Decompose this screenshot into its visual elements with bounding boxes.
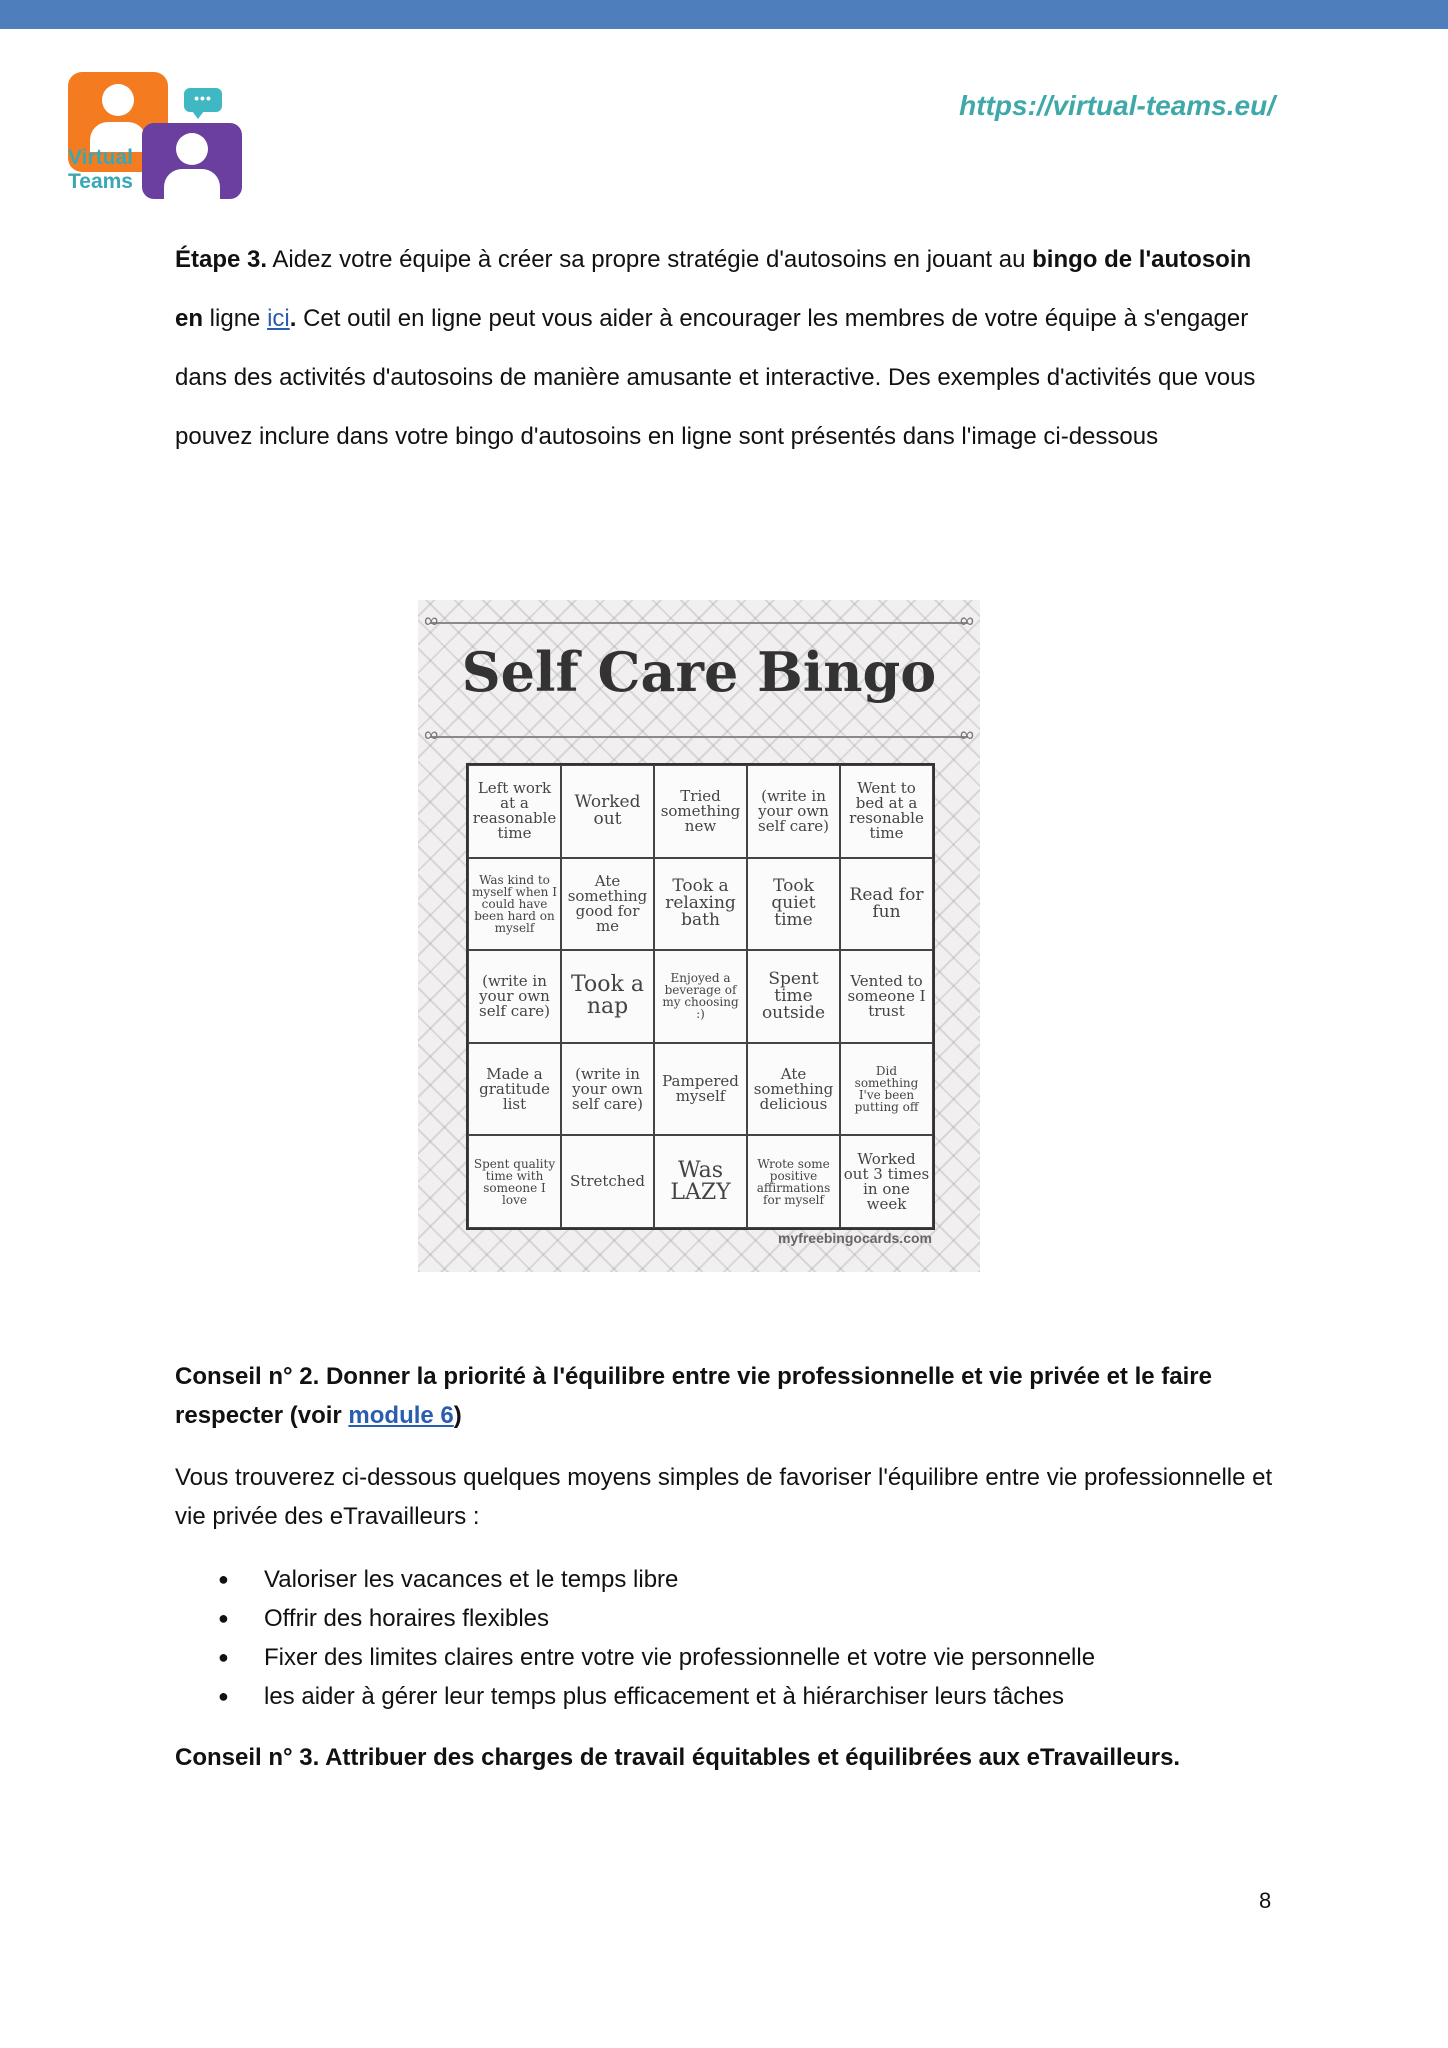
list-item: ● Offrir des horaires flexibles (218, 1599, 1095, 1638)
top-accent-bar (0, 0, 1448, 29)
bingo-cell: Ate something delicious (747, 1043, 840, 1136)
bingo-top-ornament (430, 622, 968, 624)
site-url[interactable]: https://virtual-teams.eu/ (959, 90, 1275, 121)
bingo-cell: Worked out 3 times in one week (840, 1135, 933, 1228)
page-number: 8 (1259, 1888, 1272, 1913)
bingo-cell: Read for fun (840, 858, 933, 951)
bingo-title: Self Care Bingo (461, 640, 937, 704)
bingo-cell: Took a relaxing bath (654, 858, 747, 951)
logo-wordmark: Virtual Teams (68, 146, 133, 193)
bingo-cell: Vented to someone I trust (840, 950, 933, 1043)
ici-link[interactable]: ici (267, 305, 290, 332)
bingo-cell: Worked out (561, 765, 654, 858)
self-care-bingo-image (418, 600, 980, 1272)
bingo-cell: Pampered myself (654, 1043, 747, 1136)
bingo-cell: Went to bed at a resonable time (840, 765, 933, 858)
bingo-cell: Spent time outside (747, 950, 840, 1043)
logo-person-purple (142, 123, 242, 199)
bingo-cell: Made a gratitude list (468, 1043, 561, 1136)
bingo-cell: (write in your own self care) (468, 950, 561, 1043)
bingo-cell: Spent quality time with someone I love (468, 1135, 561, 1228)
bingo-cell: Was kind to myself when I could have been hard on myself (468, 858, 561, 951)
bingo-cell: Tried something new (654, 765, 747, 858)
bingo-cell: Did something I've been putting off (840, 1043, 933, 1136)
bingo-cell: Wrote some positive affirmations for myself (747, 1135, 840, 1228)
bingo-cell: (write in your own self care) (747, 765, 840, 858)
step3-paragraph: Étape 3. Aidez votre équipe à créer sa propre stratégie d'autosoins en jouant au bingo de l'autosoin en ligne ici. Cet outil en ligne peut vous aider à encourager les membres de votre équipe à s'engager dans des activités d'autosoins de manière amusante et interactive. Des exemples d'activités que vous pouvez inclure dans votre bingo d'autosoins en ligne sont présentés dans l'image ci-dessous (175, 246, 1256, 450)
step3-lead: Étape 3. (175, 246, 268, 273)
list-item: ● les aider à gérer leur temps plus efficacement et à hiérarchiser leurs tâches (218, 1677, 1095, 1716)
bingo-cell: Was LAZY (654, 1135, 747, 1228)
bingo-grid (466, 763, 935, 1230)
virtual-teams-logo (68, 70, 244, 200)
bingo-cell: Took a nap (561, 950, 654, 1043)
tip3-heading: Conseil n° 3. Attribuer des charges de travail équitables et équilibrées aux eTravailleurs. (175, 1744, 1181, 1771)
bingo-bottom-ornament (430, 736, 968, 738)
chat-bubble-icon: ••• (184, 88, 222, 112)
bingo-cell: Stretched (561, 1135, 654, 1228)
tip2-heading: Conseil n° 2. Donner la priorité à l'équilibre entre vie professionnelle et vie privée et le faire respecter (voir module 6) (175, 1363, 1212, 1429)
tip2-intro: Vous trouverez ci-dessous quelques moyens simples de favoriser l'équilibre entre vie professionnelle et vie privée des eTravailleurs : (175, 1464, 1273, 1530)
module6-link[interactable]: module 6 (348, 1402, 454, 1429)
list-item: ● Valoriser les vacances et le temps libre (218, 1560, 1095, 1599)
tip2-bullet-list (218, 1560, 1095, 1716)
list-item: ● Fixer des limites claires entre votre vie professionnelle et votre vie personnelle (218, 1638, 1095, 1677)
bingo-cell: Ate something good for me (561, 858, 654, 951)
bingo-cell: Left work at a reasonable time (468, 765, 561, 858)
bingo-cell: Enjoyed a beverage of my choosing :) (654, 950, 747, 1043)
bingo-credit: myfreebingocards.com (777, 1230, 932, 1246)
bingo-cell: Took quiet time (747, 858, 840, 951)
bingo-cell: (write in your own self care) (561, 1043, 654, 1136)
